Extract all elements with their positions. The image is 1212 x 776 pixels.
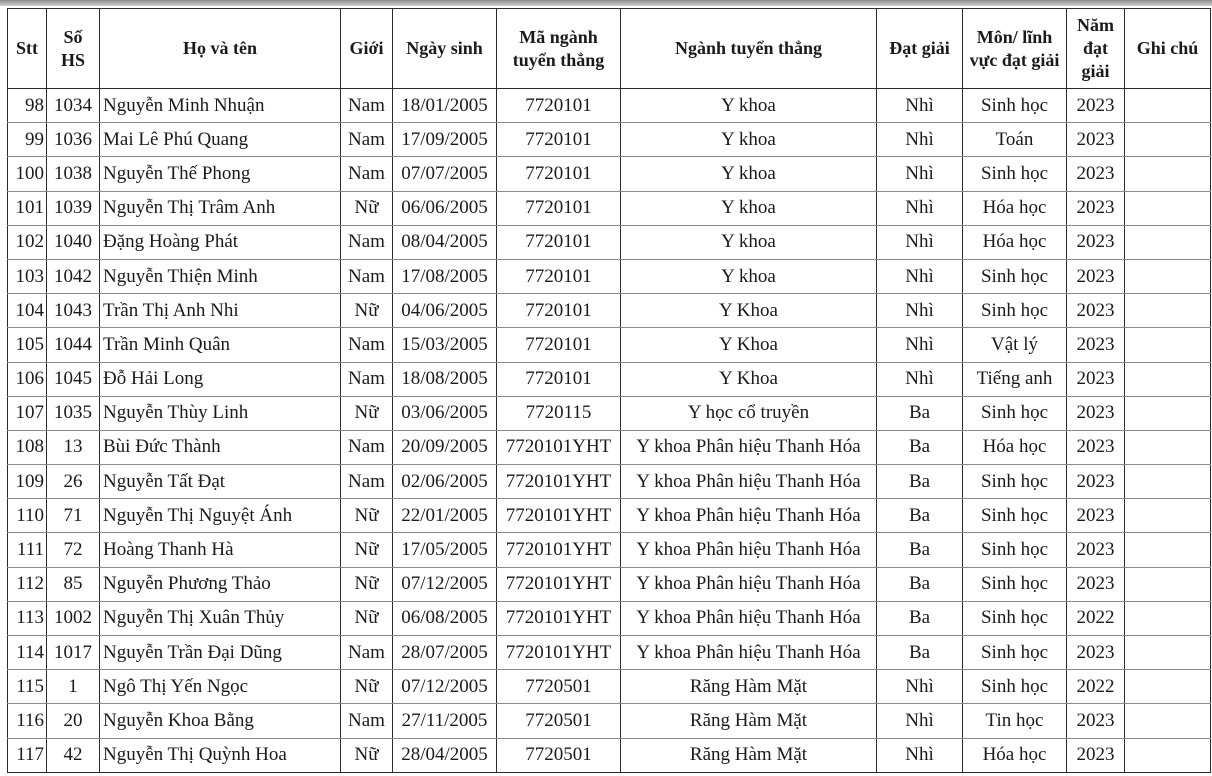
cell-so-hs: 1042: [47, 259, 100, 293]
cell-nam: 2023: [1067, 533, 1125, 567]
cell-dat-giai: Ba: [877, 499, 963, 533]
cell-stt: 108: [8, 430, 47, 464]
cell-nam: 2023: [1067, 362, 1125, 396]
cell-dat-giai: Ba: [877, 567, 963, 601]
cell-ngay-sinh: 22/01/2005: [393, 499, 497, 533]
cell-stt: 115: [8, 670, 47, 704]
header-ngay-sinh: Ngày sinh: [393, 9, 497, 89]
header-dat-giai: Đạt giải: [877, 9, 963, 89]
cell-mon: Sinh học: [963, 533, 1067, 567]
cell-dat-giai: Nhì: [877, 294, 963, 328]
cell-ngay-sinh: 06/06/2005: [393, 191, 497, 225]
cell-ngay-sinh: 03/06/2005: [393, 396, 497, 430]
cell-ghi-chu: [1125, 533, 1211, 567]
page-top-edge: [0, 0, 1212, 6]
cell-nam: 2023: [1067, 225, 1125, 259]
table-row: [8, 362, 1211, 396]
cell-gioi: Nữ: [341, 396, 393, 430]
cell-nam: 2023: [1067, 704, 1125, 738]
cell-ho-ten: Nguyễn Thị Quỳnh Hoa: [100, 738, 341, 772]
cell-ho-ten: Nguyễn Minh Nhuận: [100, 89, 341, 123]
cell-so-hs: 71: [47, 499, 100, 533]
cell-so-hs: 1038: [47, 157, 100, 191]
cell-ho-ten: Nguyễn Phương Thảo: [100, 567, 341, 601]
cell-ghi-chu: [1125, 567, 1211, 601]
cell-dat-giai: Nhì: [877, 259, 963, 293]
cell-ghi-chu: [1125, 123, 1211, 157]
cell-so-hs: 1045: [47, 362, 100, 396]
cell-gioi: Nữ: [341, 738, 393, 772]
cell-stt: 99: [8, 123, 47, 157]
cell-mon: Sinh học: [963, 465, 1067, 499]
cell-dat-giai: Nhì: [877, 362, 963, 396]
cell-so-hs: 42: [47, 738, 100, 772]
header-stt: Stt: [8, 9, 47, 89]
cell-ngay-sinh: 07/12/2005: [393, 670, 497, 704]
cell-ma-nganh: 7720101: [497, 259, 621, 293]
cell-ghi-chu: [1125, 259, 1211, 293]
cell-ma-nganh: 7720101: [497, 89, 621, 123]
cell-mon: Hóa học: [963, 430, 1067, 464]
cell-ho-ten: Nguyễn Thị Trâm Anh: [100, 191, 341, 225]
cell-gioi: Nam: [341, 157, 393, 191]
cell-ngay-sinh: 28/04/2005: [393, 738, 497, 772]
cell-nganh: Răng Hàm Mặt: [621, 704, 877, 738]
cell-stt: 106: [8, 362, 47, 396]
cell-ho-ten: Nguyễn Thùy Linh: [100, 396, 341, 430]
cell-nganh: Răng Hàm Mặt: [621, 738, 877, 772]
cell-ho-ten: Mai Lê Phú Quang: [100, 123, 341, 157]
cell-ngay-sinh: 02/06/2005: [393, 465, 497, 499]
table-row: [8, 738, 1211, 772]
cell-ngay-sinh: 20/09/2005: [393, 430, 497, 464]
cell-nam: 2023: [1067, 465, 1125, 499]
cell-ngay-sinh: 28/07/2005: [393, 636, 497, 670]
table-row: [8, 225, 1211, 259]
cell-gioi: Nam: [341, 328, 393, 362]
cell-so-hs: 20: [47, 704, 100, 738]
cell-gioi: Nam: [341, 89, 393, 123]
cell-stt: 110: [8, 499, 47, 533]
cell-so-hs: 26: [47, 465, 100, 499]
cell-mon: Tin học: [963, 704, 1067, 738]
cell-ma-nganh: 7720101YHT: [497, 567, 621, 601]
admission-table: [7, 8, 1211, 773]
cell-mon: Sinh học: [963, 601, 1067, 635]
header-mon: Môn/ lĩnh vực đạt giải: [963, 9, 1067, 89]
cell-dat-giai: Nhì: [877, 328, 963, 362]
cell-mon: Sinh học: [963, 670, 1067, 704]
cell-ghi-chu: [1125, 225, 1211, 259]
cell-ghi-chu: [1125, 670, 1211, 704]
table-row: [8, 89, 1211, 123]
cell-ho-ten: Nguyễn Khoa Bằng: [100, 704, 341, 738]
cell-ho-ten: Ngô Thị Yến Ngọc: [100, 670, 341, 704]
cell-nganh: Y khoa Phân hiệu Thanh Hóa: [621, 465, 877, 499]
cell-mon: Sinh học: [963, 259, 1067, 293]
table-row: [8, 499, 1211, 533]
cell-stt: 109: [8, 465, 47, 499]
cell-ho-ten: Trần Minh Quân: [100, 328, 341, 362]
cell-dat-giai: Ba: [877, 533, 963, 567]
cell-gioi: Nam: [341, 430, 393, 464]
cell-nam: 2023: [1067, 89, 1125, 123]
header-gioi: Giới: [341, 9, 393, 89]
cell-ho-ten: Đặng Hoàng Phát: [100, 225, 341, 259]
cell-mon: Sinh học: [963, 567, 1067, 601]
cell-ngay-sinh: 17/05/2005: [393, 533, 497, 567]
cell-nam: 2023: [1067, 430, 1125, 464]
cell-stt: 104: [8, 294, 47, 328]
cell-stt: 113: [8, 601, 47, 635]
cell-so-hs: 85: [47, 567, 100, 601]
table-row: [8, 396, 1211, 430]
cell-stt: 101: [8, 191, 47, 225]
cell-gioi: Nam: [341, 636, 393, 670]
cell-stt: 98: [8, 89, 47, 123]
cell-gioi: Nam: [341, 362, 393, 396]
table-row: [8, 601, 1211, 635]
cell-ngay-sinh: 18/01/2005: [393, 89, 497, 123]
cell-mon: Sinh học: [963, 294, 1067, 328]
cell-nam: 2023: [1067, 123, 1125, 157]
cell-nam: 2023: [1067, 567, 1125, 601]
cell-nganh: Y Khoa: [621, 328, 877, 362]
cell-nganh: Y khoa Phân hiệu Thanh Hóa: [621, 499, 877, 533]
cell-nganh: Y khoa: [621, 157, 877, 191]
table-row: [8, 704, 1211, 738]
cell-nam: 2023: [1067, 499, 1125, 533]
cell-nganh: Răng Hàm Mặt: [621, 670, 877, 704]
cell-ma-nganh: 7720101: [497, 328, 621, 362]
cell-mon: Sinh học: [963, 636, 1067, 670]
cell-so-hs: 13: [47, 430, 100, 464]
cell-nganh: Y khoa Phân hiệu Thanh Hóa: [621, 430, 877, 464]
cell-ghi-chu: [1125, 362, 1211, 396]
table-row: [8, 567, 1211, 601]
cell-nam: 2022: [1067, 670, 1125, 704]
cell-ngay-sinh: 08/04/2005: [393, 225, 497, 259]
cell-stt: 111: [8, 533, 47, 567]
cell-dat-giai: Nhì: [877, 89, 963, 123]
cell-stt: 100: [8, 157, 47, 191]
cell-ma-nganh: 7720501: [497, 670, 621, 704]
cell-so-hs: 1: [47, 670, 100, 704]
cell-ngay-sinh: 04/06/2005: [393, 294, 497, 328]
cell-dat-giai: Nhì: [877, 670, 963, 704]
cell-ghi-chu: [1125, 499, 1211, 533]
cell-mon: Sinh học: [963, 396, 1067, 430]
cell-ghi-chu: [1125, 636, 1211, 670]
cell-so-hs: 1043: [47, 294, 100, 328]
cell-gioi: Nữ: [341, 601, 393, 635]
cell-ghi-chu: [1125, 601, 1211, 635]
cell-mon: Tiếng anh: [963, 362, 1067, 396]
cell-nganh: Y khoa Phân hiệu Thanh Hóa: [621, 601, 877, 635]
table-row: [8, 259, 1211, 293]
cell-nganh: Y khoa: [621, 225, 877, 259]
document-page: [7, 8, 1211, 773]
table-row: [8, 670, 1211, 704]
table-row: [8, 157, 1211, 191]
cell-ngay-sinh: 18/08/2005: [393, 362, 497, 396]
cell-ho-ten: Hoàng Thanh Hà: [100, 533, 341, 567]
table-row: [8, 465, 1211, 499]
cell-ma-nganh: 7720101YHT: [497, 533, 621, 567]
cell-stt: 103: [8, 259, 47, 293]
header-so-hs: Số HS: [47, 9, 100, 89]
cell-ma-nganh: 7720101: [497, 362, 621, 396]
cell-so-hs: 1002: [47, 601, 100, 635]
cell-mon: Toán: [963, 123, 1067, 157]
table-body: [8, 89, 1211, 773]
cell-dat-giai: Nhì: [877, 157, 963, 191]
cell-ngay-sinh: 06/08/2005: [393, 601, 497, 635]
cell-mon: Vật lý: [963, 328, 1067, 362]
cell-mon: Sinh học: [963, 499, 1067, 533]
cell-ghi-chu: [1125, 191, 1211, 225]
table-row: [8, 430, 1211, 464]
cell-mon: Hóa học: [963, 191, 1067, 225]
cell-ngay-sinh: 17/08/2005: [393, 259, 497, 293]
cell-gioi: Nữ: [341, 567, 393, 601]
cell-ma-nganh: 7720101YHT: [497, 499, 621, 533]
cell-ho-ten: Nguyễn Trần Đại Dũng: [100, 636, 341, 670]
table-row: [8, 533, 1211, 567]
cell-nam: 2023: [1067, 738, 1125, 772]
cell-gioi: Nam: [341, 259, 393, 293]
cell-ghi-chu: [1125, 157, 1211, 191]
header-nam: Năm đạt giải: [1067, 9, 1125, 89]
cell-ma-nganh: 7720101: [497, 123, 621, 157]
cell-ngay-sinh: 07/12/2005: [393, 567, 497, 601]
cell-ghi-chu: [1125, 465, 1211, 499]
cell-ma-nganh: 7720501: [497, 738, 621, 772]
cell-nam: 2023: [1067, 191, 1125, 225]
cell-so-hs: 1036: [47, 123, 100, 157]
cell-ho-ten: Đỗ Hải Long: [100, 362, 341, 396]
cell-nganh: Y khoa Phân hiệu Thanh Hóa: [621, 636, 877, 670]
header-nganh: Ngành tuyển thẳng: [621, 9, 877, 89]
table-row: [8, 636, 1211, 670]
cell-nam: 2023: [1067, 157, 1125, 191]
cell-ghi-chu: [1125, 89, 1211, 123]
cell-dat-giai: Ba: [877, 430, 963, 464]
cell-dat-giai: Nhì: [877, 225, 963, 259]
cell-ghi-chu: [1125, 704, 1211, 738]
cell-ma-nganh: 7720101: [497, 191, 621, 225]
cell-so-hs: 1040: [47, 225, 100, 259]
cell-ho-ten: Bùi Đức Thành: [100, 430, 341, 464]
cell-ghi-chu: [1125, 294, 1211, 328]
cell-ma-nganh: 7720101YHT: [497, 430, 621, 464]
cell-so-hs: 1034: [47, 89, 100, 123]
cell-ghi-chu: [1125, 430, 1211, 464]
cell-ma-nganh: 7720115: [497, 396, 621, 430]
cell-ho-ten: Nguyễn Thế Phong: [100, 157, 341, 191]
cell-gioi: Nữ: [341, 294, 393, 328]
cell-ma-nganh: 7720101: [497, 225, 621, 259]
cell-nganh: Y khoa: [621, 89, 877, 123]
cell-dat-giai: Ba: [877, 465, 963, 499]
cell-ma-nganh: 7720101: [497, 294, 621, 328]
cell-gioi: Nữ: [341, 499, 393, 533]
cell-mon: Sinh học: [963, 89, 1067, 123]
cell-stt: 102: [8, 225, 47, 259]
cell-mon: Hóa học: [963, 225, 1067, 259]
cell-nganh: Y Khoa: [621, 294, 877, 328]
cell-so-hs: 1035: [47, 396, 100, 430]
header-row: [8, 9, 1211, 89]
cell-nganh: Y Khoa: [621, 362, 877, 396]
cell-stt: 112: [8, 567, 47, 601]
table-row: [8, 294, 1211, 328]
cell-so-hs: 1044: [47, 328, 100, 362]
cell-gioi: Nữ: [341, 533, 393, 567]
cell-stt: 114: [8, 636, 47, 670]
cell-mon: Sinh học: [963, 157, 1067, 191]
cell-dat-giai: Ba: [877, 601, 963, 635]
cell-dat-giai: Nhì: [877, 738, 963, 772]
cell-nam: 2022: [1067, 601, 1125, 635]
cell-gioi: Nam: [341, 123, 393, 157]
cell-ho-ten: Nguyễn Thị Xuân Thủy: [100, 601, 341, 635]
cell-ho-ten: Nguyễn Thiện Minh: [100, 259, 341, 293]
cell-ho-ten: Nguyễn Thị Nguyệt Ánh: [100, 499, 341, 533]
cell-ho-ten: Trần Thị Anh Nhi: [100, 294, 341, 328]
cell-nganh: Y khoa: [621, 191, 877, 225]
cell-gioi: Nam: [341, 465, 393, 499]
cell-gioi: Nam: [341, 225, 393, 259]
cell-ngay-sinh: 27/11/2005: [393, 704, 497, 738]
cell-ghi-chu: [1125, 396, 1211, 430]
header-ma-nganh: Mã ngành tuyển thẳng: [497, 9, 621, 89]
cell-nam: 2023: [1067, 294, 1125, 328]
cell-nganh: Y học cổ truyền: [621, 396, 877, 430]
cell-nam: 2023: [1067, 328, 1125, 362]
cell-dat-giai: Nhì: [877, 704, 963, 738]
cell-stt: 107: [8, 396, 47, 430]
cell-stt: 116: [8, 704, 47, 738]
cell-dat-giai: Ba: [877, 396, 963, 430]
cell-nganh: Y khoa Phân hiệu Thanh Hóa: [621, 533, 877, 567]
cell-ma-nganh: 7720101: [497, 157, 621, 191]
cell-so-hs: 72: [47, 533, 100, 567]
cell-ngay-sinh: 17/09/2005: [393, 123, 497, 157]
cell-ghi-chu: [1125, 738, 1211, 772]
cell-ho-ten: Nguyễn Tất Đạt: [100, 465, 341, 499]
cell-nam: 2023: [1067, 396, 1125, 430]
header-ghi-chu: Ghi chú: [1125, 9, 1211, 89]
cell-ghi-chu: [1125, 328, 1211, 362]
cell-ma-nganh: 7720101YHT: [497, 465, 621, 499]
cell-dat-giai: Nhì: [877, 123, 963, 157]
cell-so-hs: 1017: [47, 636, 100, 670]
cell-gioi: Nam: [341, 704, 393, 738]
table-row: [8, 328, 1211, 362]
cell-ma-nganh: 7720101YHT: [497, 601, 621, 635]
cell-nam: 2023: [1067, 636, 1125, 670]
cell-nganh: Y khoa: [621, 259, 877, 293]
table-row: [8, 191, 1211, 225]
cell-gioi: Nữ: [341, 191, 393, 225]
cell-nganh: Y khoa Phân hiệu Thanh Hóa: [621, 567, 877, 601]
cell-stt: 105: [8, 328, 47, 362]
cell-nganh: Y khoa: [621, 123, 877, 157]
cell-ma-nganh: 7720101YHT: [497, 636, 621, 670]
cell-nam: 2023: [1067, 259, 1125, 293]
cell-so-hs: 1039: [47, 191, 100, 225]
cell-mon: Hóa học: [963, 738, 1067, 772]
cell-ngay-sinh: 07/07/2005: [393, 157, 497, 191]
cell-ngay-sinh: 15/03/2005: [393, 328, 497, 362]
cell-dat-giai: Ba: [877, 636, 963, 670]
cell-ma-nganh: 7720501: [497, 704, 621, 738]
cell-stt: 117: [8, 738, 47, 772]
table-row: [8, 123, 1211, 157]
header-ho-ten: Họ và tên: [100, 9, 341, 89]
cell-dat-giai: Nhì: [877, 191, 963, 225]
cell-gioi: Nữ: [341, 670, 393, 704]
